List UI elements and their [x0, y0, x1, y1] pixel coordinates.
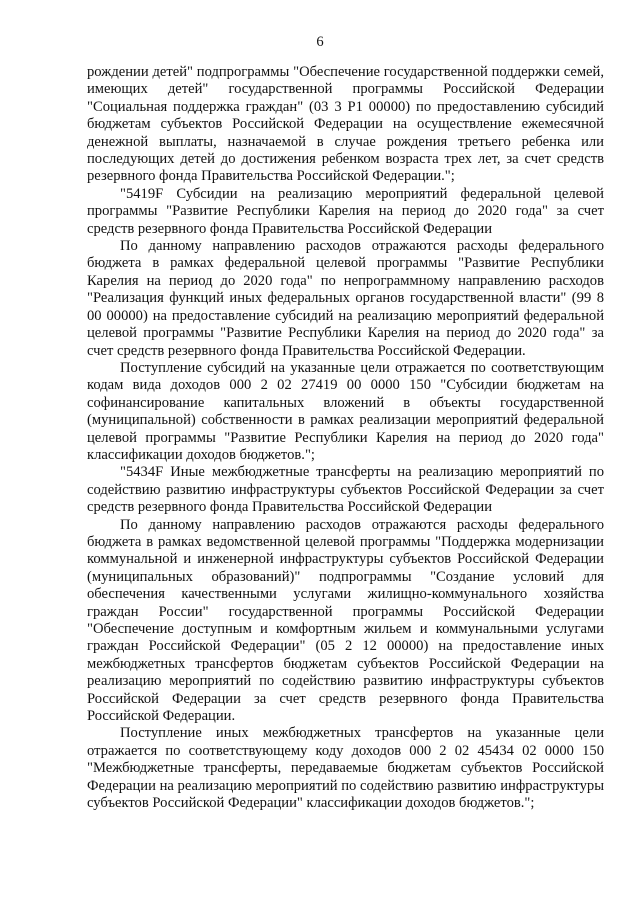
paragraph-5434f-income: Поступление иных межбюджетных трансфертов на указанные цели отражается по соответствующему коду доходов 000 2 02 45434 02 0000 150 "Межбюджетные трансферты, передаваемые бюджетам субъектов Российской Федерации на реализацию мероприятий по содействию развитию инфраструктуры субъектов Российской Федерации" классификации доходов бюджетов."; [87, 725, 604, 812]
page-number: 6 [316, 34, 324, 50]
paragraph-5419f-income: Поступление субсидий на указанные цели отражается по соответствующим кодам вида доходов 000 2 02 27419 00 0000 150 "Субсидии бюджетам на софинансирование капитальных вложений в объекты государственной (муниципальной) собственности в рамках реализации мероприятий федеральной целевой программы "Развитие Республики Карелия на период до 2020 года" классификации доходов бюджетов."; [87, 359, 604, 463]
paragraph-continuation: рождении детей" подпрограммы "Обеспечение государственной поддержки семей, имеющих детей" государственной программы Российской Федерации "Социальная поддержка граждан" (03 3 P1 00000) по предоставлению субсидий бюджетам субъектов Российской Федерации на осуществление ежемесячной денежной выплаты, назначаемой в случае рождения третьего ребенка или последующих детей до достижения ребенком возраста трех лет, за счет средств резервного фонда Правительства Российской Федерации."; [87, 64, 604, 185]
paragraph-5419f-heading: "5419F Субсидии на реализацию мероприятий федеральной целевой программы "Развитие Республики Карелия на период до 2020 года" за счет средств резервного фонда Правительства Российской Федерации [87, 185, 604, 237]
paragraph-5434f-heading: "5434F Иные межбюджетные трансферты на реализацию мероприятий по содействию развитию инфраструктуры субъектов Российской Федерации за счет средств резервного фонда Правительства Российской Федерации [87, 464, 604, 516]
body-text [87, 64, 604, 812]
paragraph-5419f-description: По данному направлению расходов отражаются расходы федерального бюджета в рамках федеральной целевой программы "Развитие Республики Карелия на период до 2020 года" по непрограммному направлению расходов "Реализация функций иных федеральных органов государственной власти" (99 8 00 00000) на предоставление субсидий на реализацию мероприятий федеральной целевой программы "Развитие Республики Карелия на период до 2020 года" за счет средств резервного фонда Правительства Российской Федерации. [87, 238, 604, 359]
paragraph-5434f-description: По данному направлению расходов отражаются расходы федерального бюджета в рамках ведомственной целевой программы "Поддержка модернизации коммунальной и инженерной инфраструктуры субъектов Российской Федерации (муниципальных образований)" подпрограммы "Создание условий для обеспечения качественными услугами жилищно-коммунального хозяйства граждан России" государственной программы Российской Федерации "Обеспечение доступным и комфортным жильем и коммунальными услугами граждан Российской Федерации" (05 2 12 00000) на предоставление иных межбюджетных трансфертов бюджетам субъектов Российской Федерации на реализацию мероприятий по содействию развитию инфраструктуры субъектов Российской Федерации за счет средств резервного фонда Правительства Российской Федерации. [87, 516, 604, 725]
